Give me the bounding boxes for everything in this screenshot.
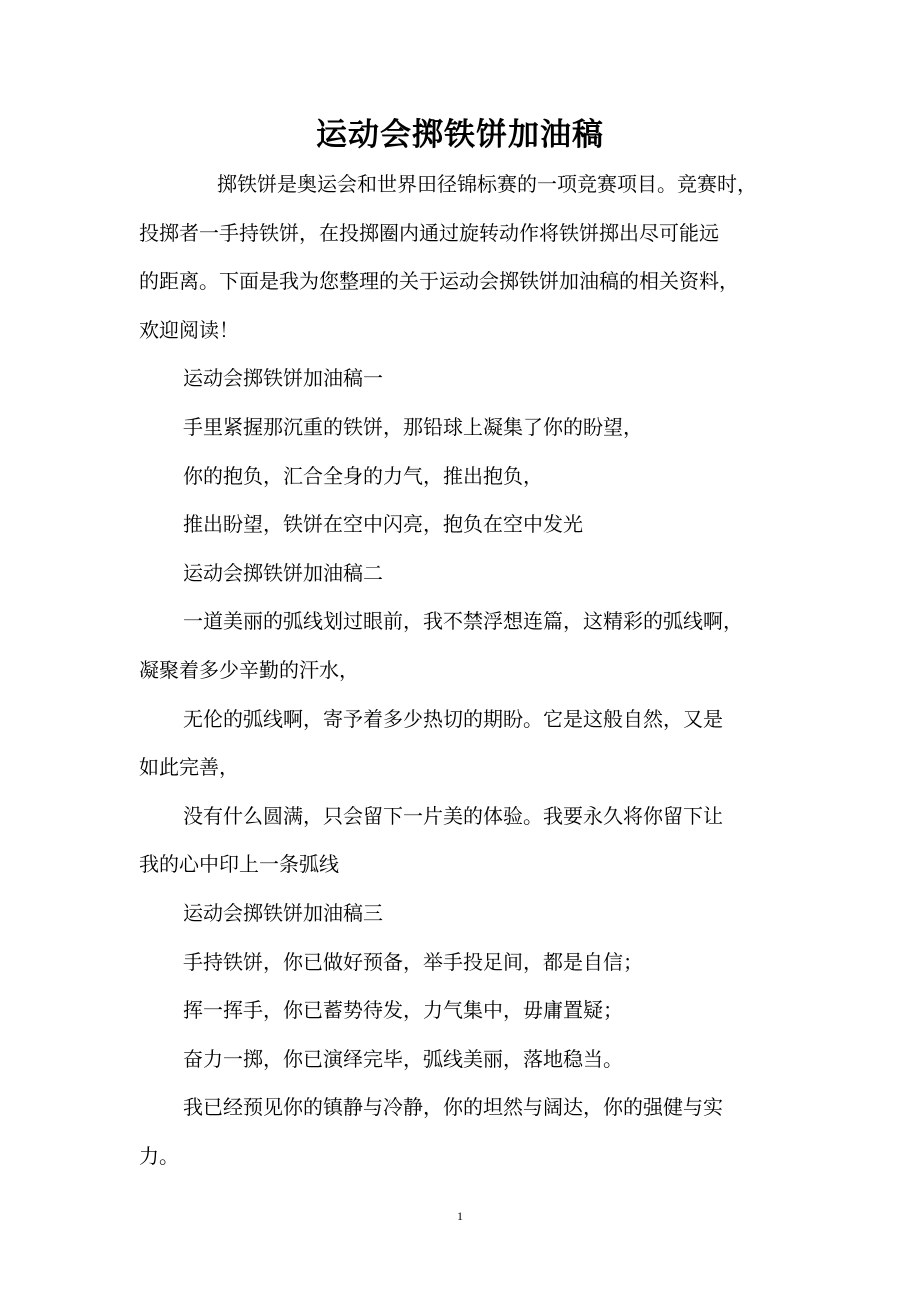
paragraph-line: 投掷者一手持铁饼，在投掷圈内通过旋转动作将铁饼掷出尽可能远: [139, 220, 719, 245]
page-number: 1: [457, 1209, 463, 1223]
paragraph-line: 我已经预见你的镇静与冷静，你的坦然与阔达，你的强健与实: [183, 1095, 723, 1120]
paragraph-line: 力。: [139, 1143, 179, 1168]
paragraph-line: 如此完善，: [139, 755, 239, 780]
paragraph-line: 手持铁饼，你已做好预备，举手投足间，都是自信；: [183, 949, 643, 974]
section-heading: 运动会掷铁饼加油稿一: [183, 366, 383, 391]
paragraph-line: 一道美丽的弧线划过眼前，我不禁浮想连篇，这精彩的弧线啊，: [183, 609, 743, 634]
document-title: 运动会掷铁饼加油稿: [316, 117, 604, 153]
paragraph-line: 手里紧握那沉重的铁饼，那铅球上凝集了你的盼望，: [183, 414, 643, 439]
document-body: [139, 160, 789, 1180]
paragraph-line: 你的抱负，汇合全身的力气，推出抱负，: [183, 463, 543, 488]
paragraph-line: 无伦的弧线啊，寄予着多少热切的期盼。它是这般自然，又是: [183, 706, 723, 731]
paragraph-line: 推出盼望，铁饼在空中闪亮，抱负在空中发光: [183, 512, 583, 537]
paragraph-line: 挥一挥手，你已蓄势待发，力气集中，毋庸置疑；: [183, 998, 623, 1023]
paragraph-line: 奋力一掷，你已演绎完毕，弧线美丽，落地稳当。: [183, 1046, 623, 1071]
section-heading: 运动会掷铁饼加油稿三: [183, 900, 383, 925]
paragraph-line: 欢迎阅读！: [139, 317, 239, 342]
paragraph-line: 掷铁饼是奥运会和世界田径锦标赛的一项竞赛项目。竞赛时，: [217, 172, 757, 196]
paragraph-line: 凝聚着多少辛勤的汗水，: [139, 657, 359, 682]
paragraph-line: 的距离。下面是我为您整理的关于运动会掷铁饼加油稿的相关资料，: [139, 269, 739, 294]
paragraph-line: 我的心中印上一条弧线: [139, 852, 339, 877]
paragraph-line: 没有什么圆满，只会留下一片美的体验。我要永久将你留下让: [183, 803, 723, 828]
section-heading: 运动会掷铁饼加油稿二: [183, 560, 383, 585]
